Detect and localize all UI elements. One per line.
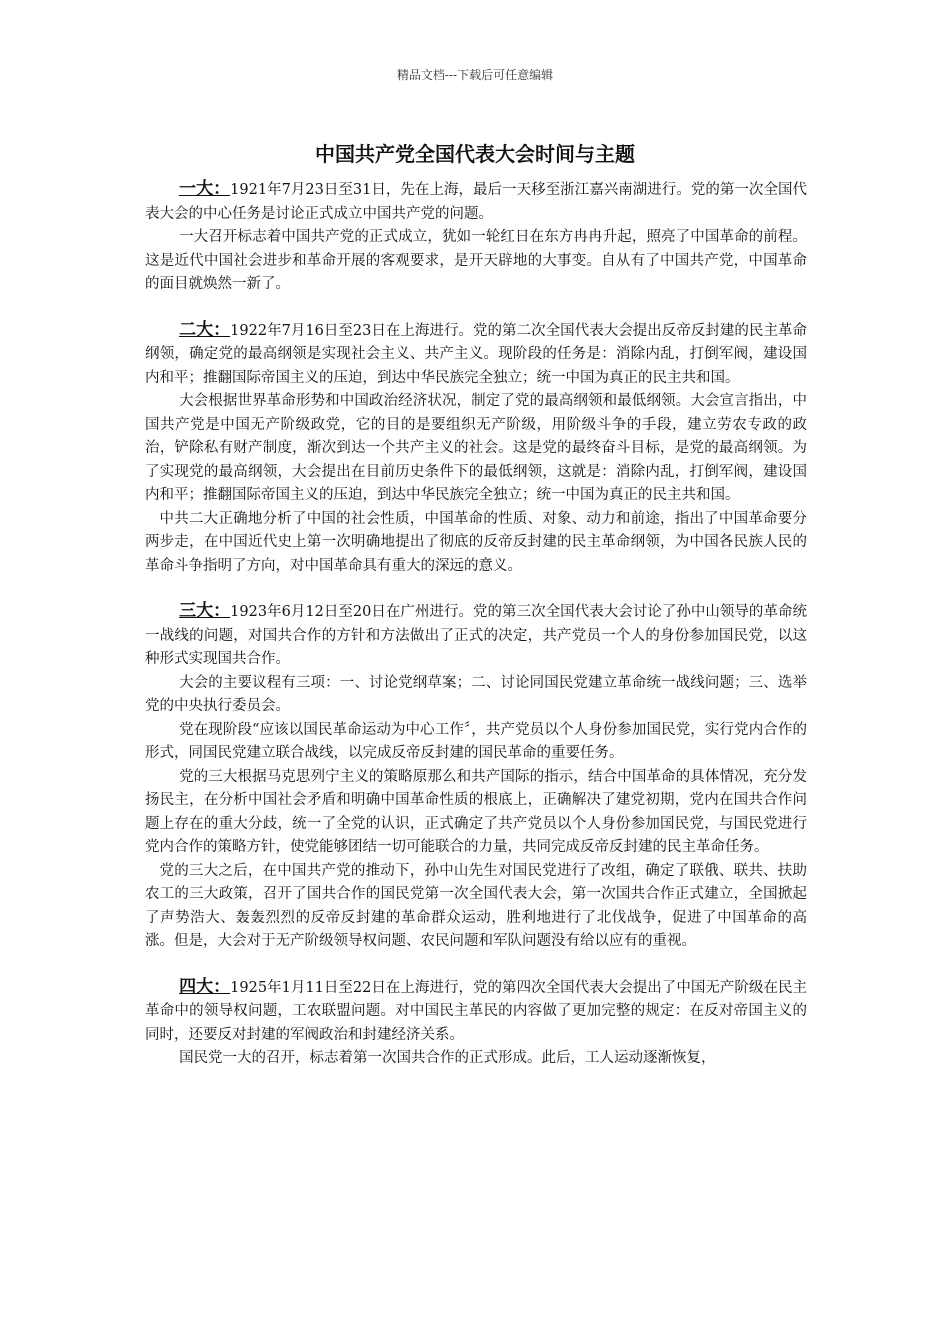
section-label: 一大： (179, 179, 231, 199)
section-second-congress (145, 319, 807, 579)
paragraph: 一大召开标志着中国共产党的正式成立，犹如一轮红日在东方冉冉升起，照亮了中国革命的前程。这是近代中国社会进步和革命开展的客观要求，是开天辟地的大事变。自从有了中国共产党，中国革命的面目就焕然一新了。 (145, 229, 807, 292)
paragraph: 大会根据世界革命形势和中国政治经济状况，制定了党的最高纲领和最低纲领。大会宣言指出，中国共产党是中国无产阶级政党，它的目的是要组织无产阶级，用阶级斗争的手段，建立劳农专政的政治，铲除私有财产制度，渐次到达一个共产主义的社会。这是党的最终奋斗目标，是党的最高纲领。为了实现党的最高纲领，大会提出在目前历史条件下的最低纲领，这就是：消除内乱，打倒军阀，建设国内和平；推翻国际帝国主义的压迫，到达中华民族完全独立；统一中国为真正的民主共和国。 (145, 393, 807, 503)
paragraph: 党在现阶段“应该以国民革命运动为中心工作〞，共产党员以个人身份参加国民党，实行党内合作的形式，同国民党建立联合战线，以完成反帝反封建的国民革命的重要任务。 (145, 721, 807, 761)
section-third-congress (145, 600, 807, 954)
paragraph: 大会的主要议程有三项：一、讨论党纲草案；二、讨论同国民党建立革命统一战线问题；三、选举党的中央执行委员会。 (145, 674, 807, 714)
document-title: 中国共产党全国代表大会时间与主题 (315, 142, 635, 166)
page-header: 精品文档---下载后可任意编辑 (396, 68, 554, 82)
section-label: 二大： (179, 319, 231, 340)
section-fourth-congress (145, 976, 807, 1071)
paragraph (145, 178, 807, 226)
paragraph: 党的三大根据马克思列宁主义的策略原那么和共产国际的指示，结合中国革命的具体情况，充分发扬民主，在分析中国社会矛盾和明确中国革命性质的根底上，正确解决了建党初期，党内在国共合作问题上存在的重大分歧，统一了全党的认识，正式确定了共产党员以个人身份参加国民党，与国民党进行党内合作的策略方针，使党能够团结一切可能联合的力量，共同完成反帝反封建的民主革命任务。 (145, 768, 807, 855)
document-body (145, 178, 807, 1093)
paragraph (145, 319, 807, 391)
paragraph-text: 1922年7月16日至23日在上海进行。党的第二次全国代表大会提出反帝反封建的民主革命纲领，确定党的最高纲领是实现社会主义、共产主义。现阶段的任务是：消除内乱，打倒军阀，建设国内和平；推翻国际帝国主义的压迫，到达中华民族完全独立；统一中国为真正的民主共和国。 (145, 322, 808, 386)
section-label: 三大： (179, 601, 231, 621)
section-label: 四大： (179, 976, 231, 997)
paragraph: 中共二大正确地分析了中国的社会性质，中国革命的性质、对象、动力和前途，指出了中国革命要分两步走，在中国近代史上第一次明确地提出了彻底的反帝反封建的民主革命纲领，为中国各民族人民的革命斗争指明了方向，对中国革命具有重大的深远的意义。 (145, 510, 807, 574)
paragraph-text: 1925年1月11日至22日在上海进行，党的第四次全国代表大会提出了中国无产阶级在民主革命中的领导权问题，工农联盟问题。对中国民主革民的内容做了更加完整的规定：在反对帝国主义的同时，还要反对封建的军阀政治和封建经济关系。 (145, 979, 808, 1043)
paragraph: 党的三大之后，在中国共产党的推动下，孙中山先生对国民党进行了改组，确定了联俄、联共、扶助农工的三大政策，召开了国共合作的国民党第一次全国代表大会，第一次国共合作正式建立，全国掀起了声势浩大、轰轰烈烈的反帝反封建的革命群众运动，胜利地进行了北伐战争，促进了中国革命的高涨。但是，大会对于无产阶级领导权问题、农民问题和军队问题没有给以应有的重视。 (145, 862, 807, 949)
paragraph (145, 600, 807, 672)
paragraph (145, 976, 807, 1048)
paragraph-text: 1921年7月23日至31日，先在上海，最后一天移至浙江嘉兴南湖进行。党的第一次全国代表大会的中心任务是讨论正式成立中国共产党的问题。 (145, 182, 808, 222)
paragraph: 国民党一大的召开，标志着第一次国共合作的正式形成。此后，工人运动逐渐恢复， (179, 1050, 716, 1066)
section-first-congress (145, 178, 807, 297)
paragraph-text: 1923年6月12日至20日在广州进行。党的第三次全国代表大会讨论了孙中山领导的革命统一战线的问题，对国共合作的方针和方法做出了正式的决定，共产党员一个人的身份参加国民党，以这种形式实现国共合作。 (145, 604, 808, 667)
